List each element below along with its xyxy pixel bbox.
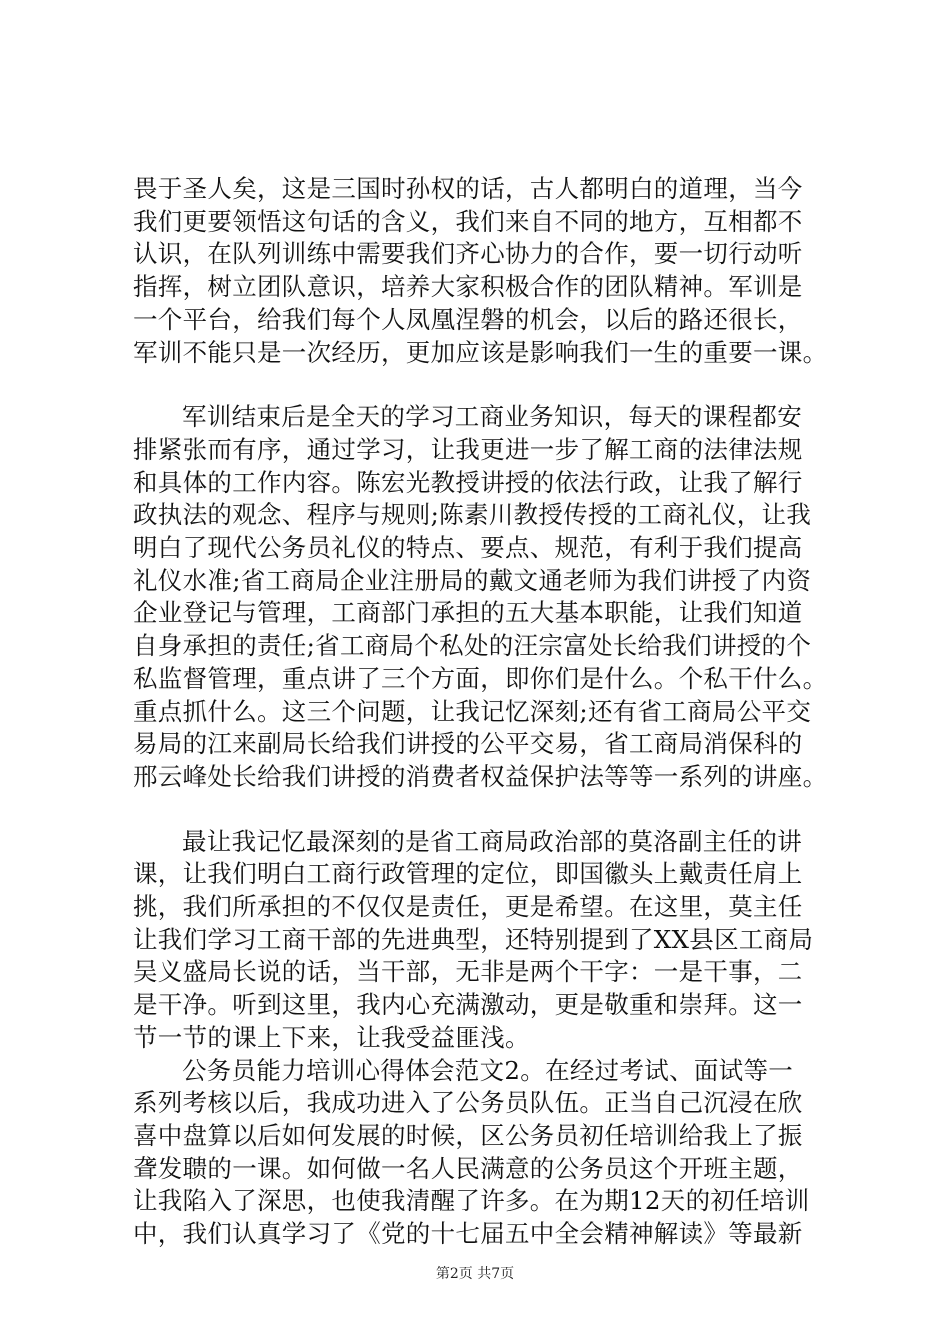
paragraph-3 bbox=[133, 826, 833, 1055]
text-line: 易局的江来副局长给我们讲授的公平交易，省工商局消保科的 bbox=[133, 729, 803, 759]
text-line: 系列考核以后，我成功进入了公务员队伍。正当自己沉浸在欣 bbox=[133, 1088, 803, 1118]
text-line: 节一节的课上下来，让我受益匪浅。 bbox=[133, 1022, 530, 1052]
text-line: 政执法的观念、程序与规则;陈素川教授传授的工商礼仪，让我 bbox=[133, 500, 812, 530]
text-line: 认识，在队列训练中需要我们齐心协力的合作，要一切行动听 bbox=[133, 239, 803, 269]
text-line: 是干净。听到这里，我内心充满激动，更是敬重和崇拜。这一 bbox=[133, 990, 803, 1020]
text-line: 重点抓什么。这三个问题，让我记忆深刻;还有省工商局公平交 bbox=[133, 696, 812, 726]
page-footer: 第2页 共7页 bbox=[435, 1266, 515, 1282]
text-line: 喜中盘算以后如何发展的时候，区公务员初任培训给我上了振 bbox=[133, 1120, 803, 1150]
text-line: 挑，我们所承担的不仅仅是责任，更是希望。在这里，莫主任 bbox=[133, 892, 803, 922]
document-body bbox=[133, 173, 833, 1251]
text-line: 聋发聩的一课。如何做一名人民满意的公务员这个开班主题， bbox=[133, 1153, 803, 1183]
text-line: 邢云峰处长给我们讲授的消费者权益保护法等等一系列的讲座。 bbox=[133, 761, 828, 791]
text-line: 军训不能只是一次经历，更加应该是影响我们一生的重要一课。 bbox=[133, 337, 828, 367]
text-line: 课，让我们明白工商行政管理的定位，即国徽头上戴责任肩上 bbox=[133, 859, 803, 889]
text-line: 畏于圣人矣，这是三国时孙权的话，古人都明白的道理，当今 bbox=[133, 174, 803, 203]
text-line: 礼仪水准;省工商局企业注册局的戴文通老师为我们讲授了内资 bbox=[133, 565, 812, 595]
text-line: 私监督管理，重点讲了三个方面，即你们是什么。个私干什么。 bbox=[133, 663, 828, 693]
text-line: 排紧张而有序，通过学习，让我更进一步了解工商的法律法规 bbox=[133, 434, 803, 464]
text-line: 让我们学习工商干部的先进典型，还特别提到了XX县区工商局 bbox=[133, 924, 814, 954]
text-line: 和具体的工作内容。陈宏光教授讲授的依法行政，让我了解行 bbox=[133, 467, 803, 497]
text-line: 明白了现代公务员礼仪的特点、要点、规范，有利于我们提高 bbox=[133, 533, 803, 563]
text-line: 最让我记忆最深刻的是省工商局政治部的莫洛副主任的讲 bbox=[182, 826, 802, 856]
text-line: 吴义盛局长说的话，当干部，无非是两个干字：一是干事，二 bbox=[133, 957, 803, 987]
text-line: 军训结束后是全天的学习工商业务知识，每天的课程都安 bbox=[182, 402, 802, 432]
paragraph-2 bbox=[133, 401, 833, 793]
paragraph-gap bbox=[133, 794, 833, 826]
text-line: 让我陷入了深思，也使我清醒了许多。在为期12天的初任培训 bbox=[133, 1186, 810, 1216]
text-line: 自身承担的责任;省工商局个私处的汪宗富处长给我们讲授的个 bbox=[133, 631, 812, 661]
paragraph-4 bbox=[133, 1055, 833, 1251]
paragraph-1 bbox=[133, 173, 833, 369]
text-line: 企业登记与管理，工商部门承担的五大基本职能，让我们知道 bbox=[133, 598, 803, 628]
text-line: 公务员能力培训心得体会范文2。在经过考试、面试等一 bbox=[182, 1055, 794, 1085]
text-line: 我们更要领悟这句话的含义，我们来自不同的地方，互相都不 bbox=[133, 206, 803, 236]
text-line: 一个平台，给我们每个人凤凰涅磐的机会，以后的路还很长， bbox=[133, 304, 803, 334]
paragraph-gap bbox=[133, 369, 833, 401]
text-line: 中，我们认真学习了《党的十七届五中全会精神解读》等最新 bbox=[133, 1219, 803, 1249]
text-line: 指挥，树立团队意识，培养大家积极合作的团队精神。军训是 bbox=[133, 272, 803, 302]
